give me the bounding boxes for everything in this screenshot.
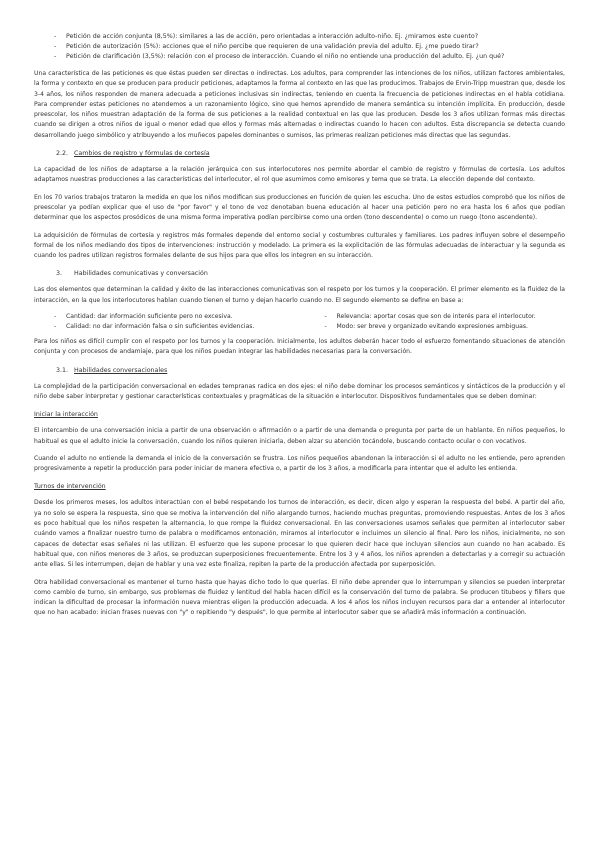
section-heading-2-2 — [34, 149, 565, 159]
paragraph: Otra habilidad conversacional es mantener el turno hasta que hayas dicho todo lo que querías. El niño debe aprender que lo interrumpan y silencios se pueden interpretar como cambio de turno, sin embargo, sus problemas de fluidez y lentitud del habla hacen difícil es la conservación del turno de palabra. Se producen titubeos y fillers que indican la dificultad de procesar la información nueva mientras eligen la producción adecuada. A los 4 años los niños incluyen recursos para dar a entender al interlocutor que no han acabado: inician frases nuevas con "y" o repitiendo "y después", lo que permite al interlocutor saber que se añadirá más información a continuación. — [34, 578, 565, 617]
paragraph: La adquisición de fórmulas de cortesía y registros más formales depende del entorno social y costumbres culturales y familiares. Los padres influyen sobre el desempeño formal de los niños mediando dos tipos de intervenciones: instrucción y modelado. La primera es la explicitación de las fórmulas adecuadas de interactuar y la segunda es cuando los padres utilizan registros formales delante de sus hijos para que ellos los integren en su interacción. — [34, 231, 565, 260]
list-item: - Cantidad: dar información suficiente pero no excesiva. — [34, 312, 295, 322]
paragraph: La capacidad de los niños de adaptarse a la relación jerárquica con sus interlocutores nos permite abordar el cambio de registro y fórmulas de cortesía. Los adultos adaptamos nuestras producciones a las características del interlocutor, el rol que asumimos como emisores y tema que se trata. La elección depende del contexto. — [34, 166, 565, 184]
heading-number: 3. — [56, 270, 63, 278]
subheading-turnos-intervencion: Turnos de intervención — [34, 483, 106, 491]
paragraph: La complejidad de la participación conversacional en edades tempranas radica en dos ejes: el niño debe dominar los procesos semánticos y sintácticos de la producción y el niño debe saber interpretar y gestionar características contextuales y pragmáticas de la situación e interlocutor. Dispositivos fundamentales que se deben dominar: — [34, 382, 565, 400]
list-item: - Calidad: no dar información falsa o sin suficientes evidencias. — [34, 322, 295, 332]
heading-number: 3.1. — [56, 366, 69, 374]
paragraph: Las dos elementos que determinan la calidad y éxito de las interacciones comunicativas son el respeto por los turnos y la cooperación. El primer elemento es la fluidez de la interacción, en la que los interlocutores hablan cuando tienen el turno y dejan hacerlo cuando no. El segundo elemento se define en base a: — [34, 286, 565, 304]
paragraph: Una característica de las peticiones es que éstas pueden ser directas o indirectas. Los adultos, para comprender las intenciones de los niños, utilizan factores ambientales, la forma y contexto en que se producen para producir peticiones, adaptamos la forma al contexto en las que las producimos. Trabajos de Ervin-Tripp muestran que, desde los 3-4 años, los niños responden de manera adecuada a peticiones inclusivas sin indirectas, teniendo en cuenta la frecuencia de peticiones indirectas en el habla cotidiana. Para comprender estas peticiones no atendemos a un razonamiento lógico, sino que hemos aprendido de manera semántica su intención implícita. En producción, desde preescolar, los niños muestran adaptación de la forma de sus peticiones a la realidad contextual en las que las producen. Desde los 3 años utilizan formas más directas cuando se dirigen a otros niños de igual o menor edad que ellos y formas más alternadas o indirectas cuando lo hacen con adultos. Esta discrepancia se detecta cuando desarrollando juego simbólico y atribuyendo a los muñecos papeles dominantes o sumisos, las primeras realizan peticiones más directas que las segundas. — [34, 70, 565, 139]
list-item: - Relevancia: aportar cosas que son de interés para el interlocutor. — [305, 312, 566, 322]
subheading-iniciar-interaccion: Iniciar la interacción — [34, 411, 98, 419]
paragraph: Desde los primeros meses, los adultos interactúan con el bebé respetando los turnos de interacción, es decir, dicen algo y esperan la respuesta del bebé. A partir del año, ya no solo se espera la respuesta, sino que se motiva la intervención del niño alargando turnos, haciendo muchas preguntas, promoviendo respuestas. Antes de los 3 años es poco habitual que los niños respeten la alternancia, lo que rompe la fluidez conversacional. En las conversaciones usamos señales que permiten al interlocutor saber cuándo vamos a finalizar nuestro turno de palabra o modificamos entonación, miramos al interlocutor e incluimos un silencio al final. Pero los niños, inicialmente, no son capaces de detectar esas señales ni las utilizan. El esfuerzo que les supone procesar lo que quieren decir hace que incluyan silencios aun cuando no han acabado. Es habitual que, con niños menores de 3 años, se produzcan superposiciones frecuentemente. Entre los 3 y 4 años, los niños aprenden a detectarlas y a corregir su actuación ante ellas. Si les interrumpen, dejan de hablar y una vez este finaliza, repiten la parte de la producción afectada por superposición. — [34, 499, 565, 569]
list-item: - Modo: ser breve y organizado evitando expresiones ambiguas. — [305, 322, 566, 332]
heading-text: Cambios de registro y fórmulas de cortesía — [74, 150, 210, 158]
list-item: - Petición de acción conjunta (8,5%): similares a las de acción, pero orientadas a interacción adulto-niño. Ej. ¿miramos este cuento? — [34, 32, 565, 42]
paragraph: El intercambio de una conversación inicia a partir de una observación o afirmación o a partir de una demanda o pregunta por parte de un hablante. En niños pequeños, lo habitual es que el adulto inicie la conversación, cuando los niños quieren iniciarla, deben alzar su atención tocándole, buscando contacto ocular o con vocativos. — [34, 427, 565, 445]
heading-text: Habilidades comunicativas y conversación — [74, 270, 208, 278]
heading-number: 2.2. — [56, 150, 69, 158]
petition-bullet-list — [34, 32, 565, 62]
cooperation-maxims-list — [34, 312, 565, 331]
paragraph: Para los niños es difícil cumplir con el respeto por los turnos y la cooperación. Inicialmente, los adultos deberán hacer todo el esfuerzo fomentando situaciones de atención conjunta y con procesos de andamiaje, para que los niños puedan integrar las habilidades necesarias para la conversación. — [34, 338, 565, 356]
paragraph: Cuando el adulto no entiende la demanda el inicio de la conversación se frustra. Los niños pequeños abandonan la interacción si el adulto no les entiende, pero aprenden progresivamente a repetir la producción para poder iniciar de manera efectiva o, a partir de los 3 años, a modificarla para intentar que el adulto les entienda. — [34, 454, 565, 473]
paragraph: En los 70 varios trabajos trataron la medida en que los niños modifican sus producciones en función de quien les escucha. Uno de estos estudios comprobó que los niños de preescolar ya podían explicar que el uso de "por favor" y el tono de voz denotaban buena educación al hacer una petición pero no era hasta los 6 años que podían determinar que los aspectos prosódicos de una misma forma imperativa podían percibirse como una orden (tono descendente) o como un ruego (tono ascendente). — [34, 193, 565, 222]
heading-text: Habilidades conversacionales — [74, 366, 168, 374]
section-heading-3 — [34, 269, 565, 279]
list-item: - Petición de clarificación (3,5%): relación con el proceso de interacción. Cuando el niño no entiende una producción del adulto. Ej. ¿un qué? — [34, 52, 565, 62]
section-heading-3-1 — [34, 366, 565, 376]
list-item: - Petición de autorización (5%): acciones que el niño percibe que requieren de una validación previa del adulto. Ej. ¿me puedo tirar? — [34, 42, 565, 52]
